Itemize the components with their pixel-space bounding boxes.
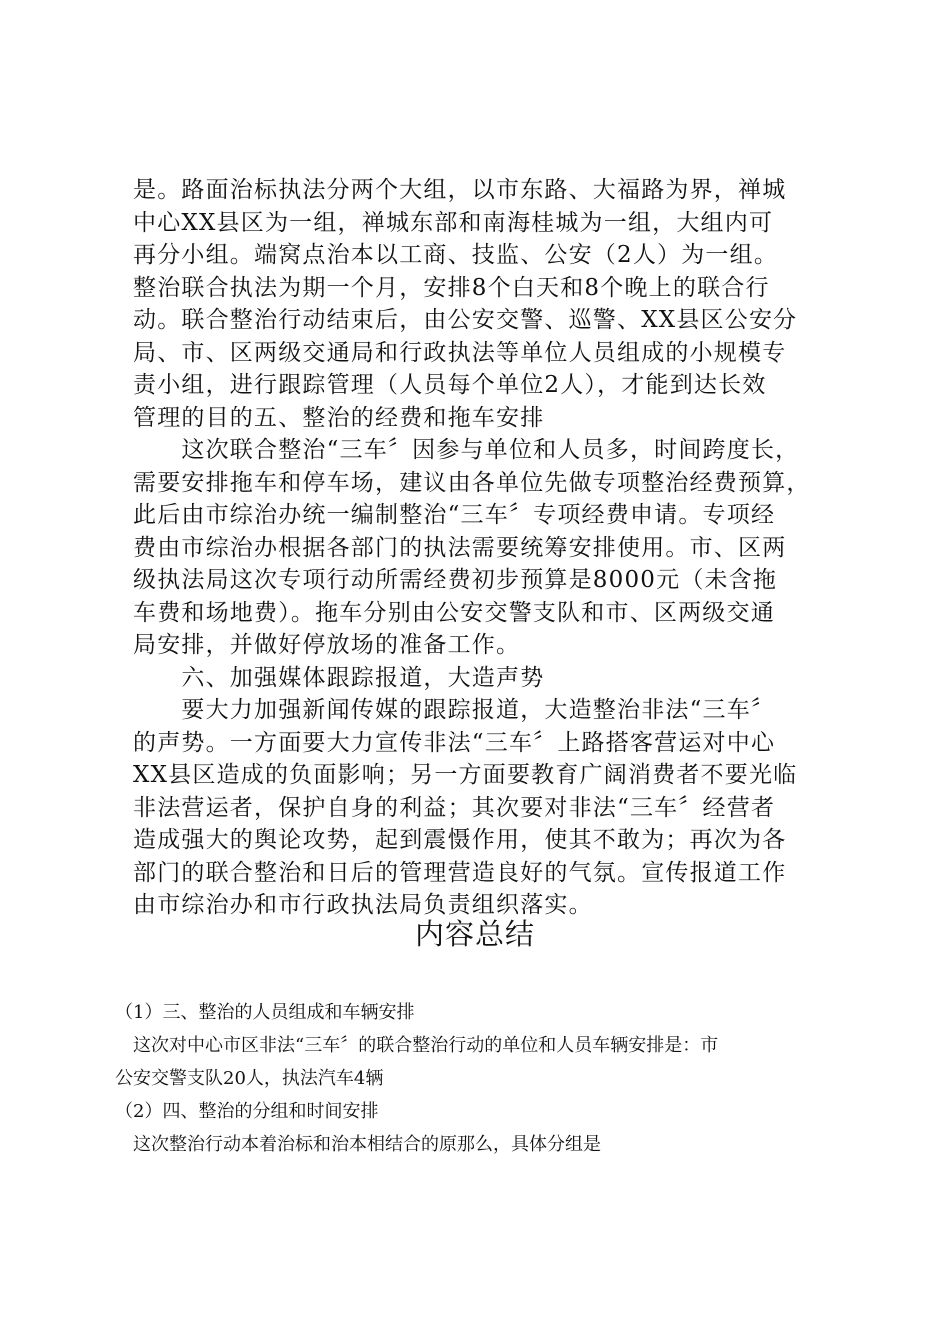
- body-line: 的声势。一方面要大力宣传非法“三车〞上路搭客营运对中心: [133, 729, 776, 756]
- body-line: 局安排，并做好停放场的准备工作。: [133, 632, 521, 658]
- body-line: 整治联合执法为期一个月，安排8个白天和8个晚上的联合行: [133, 274, 770, 301]
- body-line: 中心XX县区为一组，禅城东部和南海桂城为一组，大组内可: [133, 209, 774, 236]
- body-text: [133, 174, 833, 922]
- body-line: 部门的联合整治和日后的管理营造良好的气氛。宣传报道工作: [133, 859, 787, 886]
- body-line: 动。联合整治行动结束后，由公安交警、巡警、XX县区公安分: [133, 307, 798, 333]
- summary-item-text: 公安交警支队20人，执法汽车4辆: [115, 1068, 384, 1089]
- summary-item-heading: （2）四、整治的分组和时间安排: [115, 1101, 379, 1122]
- body-line: 需要安排拖车和停车场，建议由各单位先做专项整治经费预算，: [133, 469, 811, 496]
- summary-section: [115, 996, 845, 1161]
- body-line: 级执法局这次专项行动所需经费初步预算是8000元（未含拖: [133, 567, 778, 593]
- body-line: 造成强大的舆论攻势，起到震慑作用，使其不敢为；再次为各: [133, 827, 787, 853]
- body-line: 非法营运者，保护自身的利益；其次要对非法“三车〞经营者: [133, 794, 776, 821]
- body-line: 局、市、区两级交通局和行政执法等单位人员组成的小规模专: [133, 339, 787, 366]
- body-line: 车费和场地费）。拖车分别由公安交警支队和市、区两级交通: [133, 599, 775, 626]
- body-line: 此后由市综治办统一编制整治“三车〞专项经费申请。专项经: [133, 502, 776, 528]
- section-heading: 六、加强媒体跟踪报道，大造声势: [133, 664, 545, 691]
- summary-item-heading: （1）三、整治的人员组成和车辆安排: [115, 1002, 415, 1023]
- body-line: 这次联合整治“三车〞因参与单位和人员多，时间跨度长，: [133, 437, 800, 463]
- summary-title: 内容总结: [414, 917, 535, 951]
- body-line: 要大力加强新闻传媒的跟踪报道，大造整治非法“三车〞: [133, 697, 776, 723]
- body-line: XX县区造成的负面影响；另一方面要教育广阔消费者不要光临: [133, 762, 798, 788]
- body-line: 由市综治办和市行政执法局负责组织落实。: [133, 892, 593, 918]
- body-line: 责小组，进行跟踪管理（人员每个单位2人），才能到达长效: [133, 372, 767, 398]
- body-line: 费由市综治办根据各部门的执法需要统筹安排使用。市、区两: [133, 534, 787, 561]
- summary-item-text: 这次对中心市区非法“三车〞的联合整治行动的单位和人员车辆安排是：市: [115, 1035, 719, 1056]
- body-line: 管理的目的五、整治的经费和拖车安排: [133, 404, 545, 431]
- body-line: 再分小组。端窝点治本以工商、技监、公安（2人）为一组。: [133, 242, 779, 268]
- summary-item-text: 这次整治行动本着治标和治本相结合的原那么，具体分组是: [115, 1134, 601, 1155]
- body-line: 是。路面治标执法分两个大组，以市东路、大福路为界，禅城: [133, 177, 787, 203]
